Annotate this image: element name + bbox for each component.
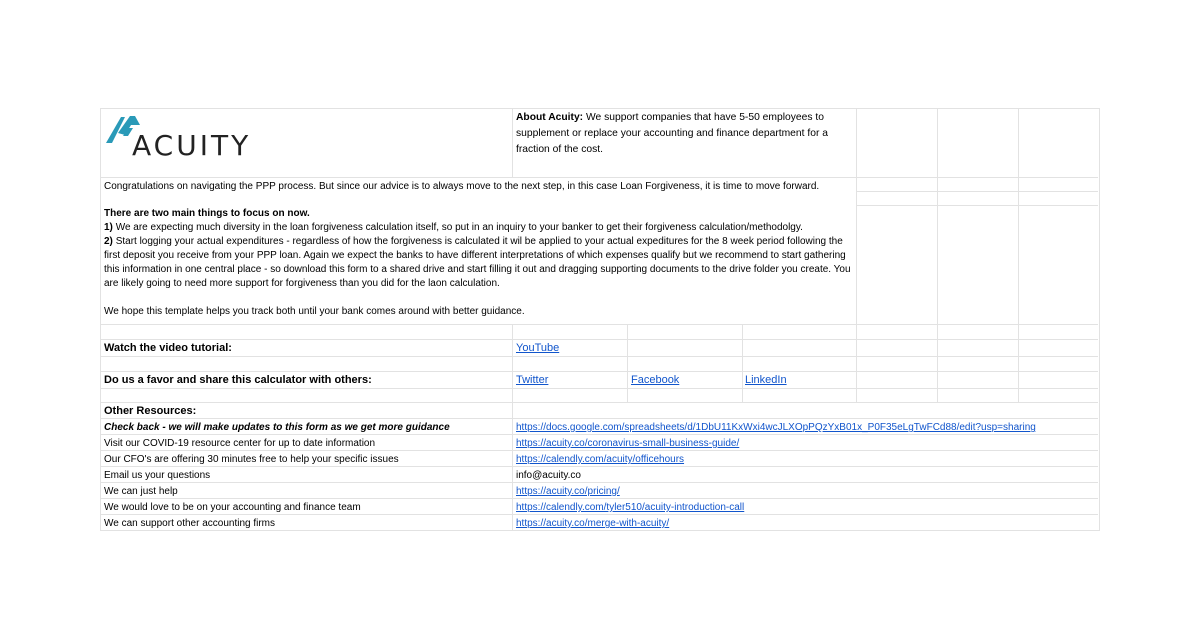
grid-col-line: [512, 324, 513, 530]
focus-item-1: [104, 221, 854, 235]
linkedin-link[interactable]: LinkedIn: [745, 374, 787, 386]
other-resources-heading: Other Resources:: [104, 405, 197, 417]
resource-label: Our CFO's are offering 30 minutes free to help your specific issues: [104, 454, 399, 465]
focus-item-2-number: 2): [104, 236, 113, 247]
focus-item-2: [104, 235, 854, 291]
twitter-link[interactable]: Twitter: [516, 374, 549, 386]
grid-row-line: [100, 371, 1098, 372]
resource-link-intro-call[interactable]: https://calendly.com/tyler510/acuity-introduction-call: [516, 502, 745, 513]
grid-row-line: [856, 205, 1098, 206]
grid-row-line: [100, 402, 1098, 403]
grid-row-line: [100, 388, 1098, 389]
facebook-link[interactable]: Facebook: [631, 374, 680, 386]
resource-link-spreadsheet[interactable]: https://docs.google.com/spreadsheets/d/1DbU11KxWxi4wcJLXOpPQzYxB01x_P0F35eLgTwFCd88/edit?usp=sharing: [516, 422, 1036, 433]
grid-col-line: [937, 108, 938, 177]
focus-item-1-text: We are expecting much diversity in the loan forgiveness calculation itself, so put in an inquiry to your banker to get their forgiveness calculation/methodolgy.: [115, 222, 803, 233]
grid-col-line: [627, 324, 628, 402]
grid-row-line: [100, 418, 1098, 419]
intro-text: Congratulations on navigating the PPP process. But since our advice is to always move to the next step, in this case Loan Forgiveness, it is time to move forward.: [104, 181, 820, 192]
about-acuity: [516, 110, 854, 158]
resource-label: Check back - we will make updates to this form as we get more guidance: [104, 422, 450, 433]
resource-label: We can just help: [104, 486, 178, 497]
resource-label: Visit our COVID-19 resource center for up to date information: [104, 438, 376, 449]
spreadsheet: [100, 108, 1100, 531]
resource-link-merge[interactable]: https://acuity.co/merge-with-acuity/: [516, 518, 670, 529]
youtube-link[interactable]: YouTube: [516, 342, 560, 354]
grid-col-line: [1018, 108, 1019, 177]
resource-label: We can support other accounting firms: [104, 518, 276, 529]
hope-text: We hope this template helps you track both until your bank comes around with better guidance.: [104, 306, 525, 317]
grid-row-line: [100, 177, 1098, 178]
share-label: Do us a favor and share this calculator with others:: [104, 374, 372, 386]
grid-col-line: [512, 108, 513, 177]
grid-col-line: [856, 177, 857, 402]
grid-row-line: [100, 324, 1098, 325]
grid-col-line: [856, 108, 857, 177]
grid-col-line: [1018, 177, 1019, 402]
resource-label: Email us your questions: [104, 470, 211, 481]
resource-email: info@acuity.co: [516, 470, 581, 481]
resource-link-pricing[interactable]: https://acuity.co/pricing/: [516, 486, 620, 497]
grid-row-line: [100, 339, 1098, 340]
sheet-border: [100, 108, 1100, 531]
about-text: We support companies that have 5-50 employees to supplement or replace your accounting and finance department for a fraction of the cost.: [516, 112, 828, 155]
resource-label: We would love to be on your accounting and finance team: [104, 502, 361, 513]
resource-link-officehours[interactable]: https://calendly.com/acuity/officehours: [516, 454, 685, 465]
grid-row-line: [100, 356, 1098, 357]
acuity-logo-text: ACUITY: [132, 129, 252, 162]
video-tutorial-label: Watch the video tutorial:: [104, 342, 232, 354]
grid-col-line: [937, 177, 938, 402]
grid-row-line: [100, 482, 1098, 483]
grid-col-line: [742, 324, 743, 402]
about-label: About Acuity:: [516, 112, 584, 123]
focus-heading: There are two main things to focus on now.: [104, 208, 310, 219]
resource-link-covid[interactable]: https://acuity.co/coronavirus-small-business-guide/: [516, 438, 740, 449]
focus-item-1-number: 1): [104, 222, 113, 233]
focus-item-2-text: Start logging your actual expenditures - regardless of how the forgiveness is calculated it wil be applied to your actual expeditures for the 8 week period following the first deposit you receive from your PPP loan. Again we expect the banks to have different interpretations of which expenses qualify but we recommend to start gathering this information in one central place - so download this form to a shared drive and start filling it out and dragging supporting documents to the drive folder you create. You are likely going to need more support for forgiveness than you did for the laon calculation.: [104, 236, 851, 289]
grid-row-line: [856, 191, 1098, 192]
acuity-logo: [103, 111, 273, 163]
